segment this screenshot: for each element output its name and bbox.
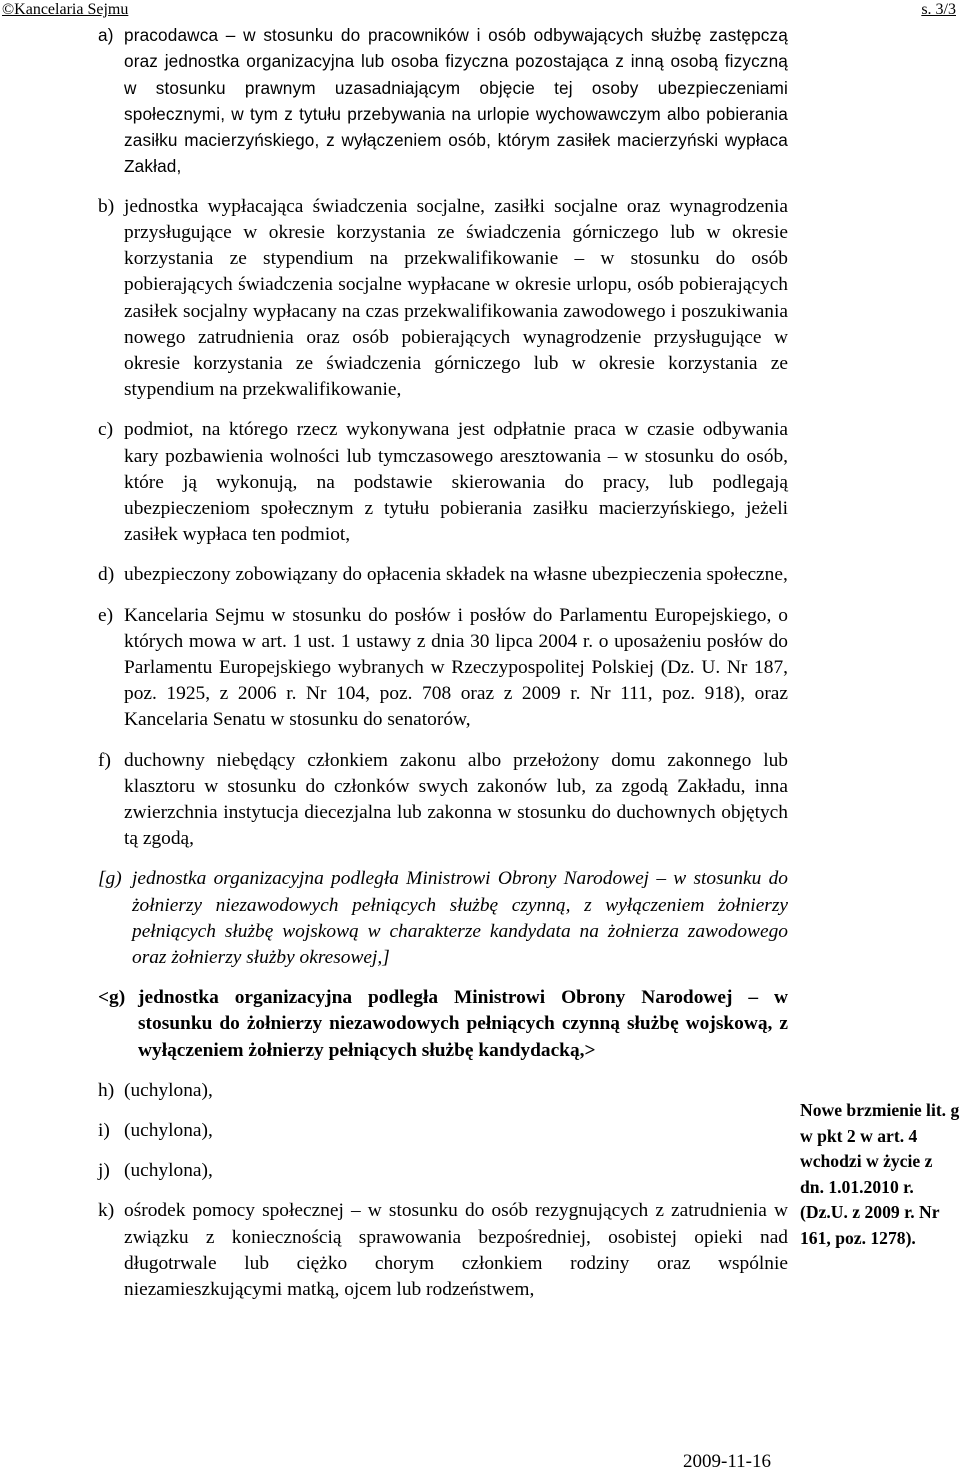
list-item-g-new — [98, 985, 788, 1064]
item-label: b) — [98, 195, 115, 217]
document-body — [98, 22, 788, 1303]
header-source: ©Kancelaria Sejmu — [2, 1, 129, 18]
item-text: (uchylona), — [124, 1120, 213, 1142]
item-text: (uchylona), — [124, 1160, 213, 1182]
item-label: <g) — [98, 987, 126, 1009]
item-text: podmiot, na którego rzecz wykonywana jest odpłatnie praca w czasie odbywania kary pozbawienia wolności lub tymczasowego aresztowania – w stosunku do osób, które ją wykonują, na podstawie skierowania do pracy, lub podlegają ubezpieczeniom społecznym z tytułu pobierania zasiłku macierzyńskiego, jeżeli zasiłek wypłaca ten podmiot, — [124, 419, 788, 546]
list-item-d — [98, 562, 788, 588]
item-text: ubezpieczony zobowiązany do opłacenia składek na własne ubezpieczenia społeczne, — [124, 564, 788, 586]
item-text: jednostka organizacyjna podległa Ministrowi Obrony Narodowej – w stosunku do żołnierzy niezawodowych pełniących czynną służbę wojskową, z wyłączeniem żołnierzy pełniących służbę kandydacką,> — [138, 987, 788, 1061]
item-label: e) — [98, 604, 114, 626]
item-text: ośrodek pomocy społecznej – w stosunku do osób rezygnujących z zatrudnienia w związku z koniecznością sprawowania bezpośredniej, osobistej opieki nad długotrwale lub ciężko chorym członkiem rodziny oraz wspólnie niezamieszkującymi matką, ojcem lub rodzeństwem, — [124, 1200, 788, 1301]
item-text: duchowny niebędący członkiem zakonu albo przełożony domu zakonnego lub klasztoru w stosunku do członków swych zakonów lub, za zgodą Zakładu, inna zwierzchnia instytucja diecezjalna lub zakonna w stosunku do duchownych objętych tą zgodą, — [124, 749, 788, 850]
list-item-b — [98, 194, 788, 404]
item-label: a) — [98, 25, 114, 45]
list-item-i — [98, 1118, 788, 1144]
header-page-number: s. 3/3 — [921, 1, 956, 18]
list-item-c — [98, 417, 788, 548]
list-item-h — [98, 1078, 788, 1104]
item-label: j) — [98, 1160, 110, 1182]
footer-date: 2009-11-16 — [683, 1451, 771, 1472]
side-note: Nowe brzmienie lit. g w pkt 2 w art. 4 wchodzi w życie z dn. 1.01.2010 r. (Dz.U. z 2009 r. Nr 161, poz. 1278). — [800, 1100, 960, 1248]
list-item-j — [98, 1158, 788, 1184]
item-label: c) — [98, 419, 114, 441]
item-text: jednostka wypłacająca świadczenia socjalne, zasiłki socjalne oraz wynagrodzenia przysługujące w okresie korzystania ze świadczenia górniczego lub w okresie korzystania ze stypendium na przekwalifikowanie – w stosunku do osób pobierających świadczenia socjalne wypłacane w okresie urlopu, osób pobierających zasiłek socjalny wypłacany na czas przekwalifikowania zawodowego i poszukiwania nowego zatrudnienia oraz osób pobierających wynagrodzenie przysługujące w okresie korzystania ze świadczenia górniczego lub w okresie korzystania ze stypendium na przekwalifikowanie, — [124, 195, 788, 401]
item-label: i) — [98, 1120, 110, 1142]
item-text: Kancelaria Sejmu w stosunku do posłów i posłów do Parlamentu Europejskiego, o których mowa w art. 1 ust. 1 ustawy z dnia 30 lipca 2004 r. o uposażeniu posłów do Parlamentu Europejskiego wybranych w Rzeczypospolitej Polskiej (Dz. U. Nr 187, poz. 1925, z 2006 r. Nr 104, poz. 708 oraz z 2009 r. Nr 111, poz. 918), oraz Kancelaria Senatu w stosunku do senatorów, — [124, 604, 788, 731]
list-item-f — [98, 748, 788, 853]
item-label: k) — [98, 1200, 115, 1222]
list-item-k — [98, 1198, 788, 1303]
item-label: h) — [98, 1079, 115, 1101]
item-text: pracodawca – w stosunku do pracowników i osób odbywających służbę zastępczą oraz jednostka organizacyjna lub osoba fizyczna pozostająca z inną osobą fizyczną w stosunku prawnym uzasadniającym objęcie tej osoby ubezpieczeniami społecznymi, w tym z tytułu przebywania na urlopie wychowawczym albo pobierania zasiłku macierzyńskiego, z wyłączeniem osób, którym zasiłek macierzyński wypłaca Zakład, — [124, 25, 788, 177]
item-label: [g) — [98, 868, 122, 890]
item-text: (uchylona), — [124, 1079, 213, 1101]
item-label: f) — [98, 749, 111, 771]
page-header — [0, 0, 960, 20]
item-text: jednostka organizacyjna podległa Ministrowi Obrony Narodowej – w stosunku do żołnierzy niezawodowych pełniących służbę czynną, z wyłączeniem żołnierzy pełniących służbę wojskową w charakterze kandydata na żołnierza zawodowego oraz żołnierzy służby okresowej,] — [132, 868, 788, 969]
item-label: d) — [98, 564, 115, 586]
list-item-g-old — [98, 866, 788, 971]
list-item-a — [98, 22, 788, 180]
list-item-e — [98, 603, 788, 734]
